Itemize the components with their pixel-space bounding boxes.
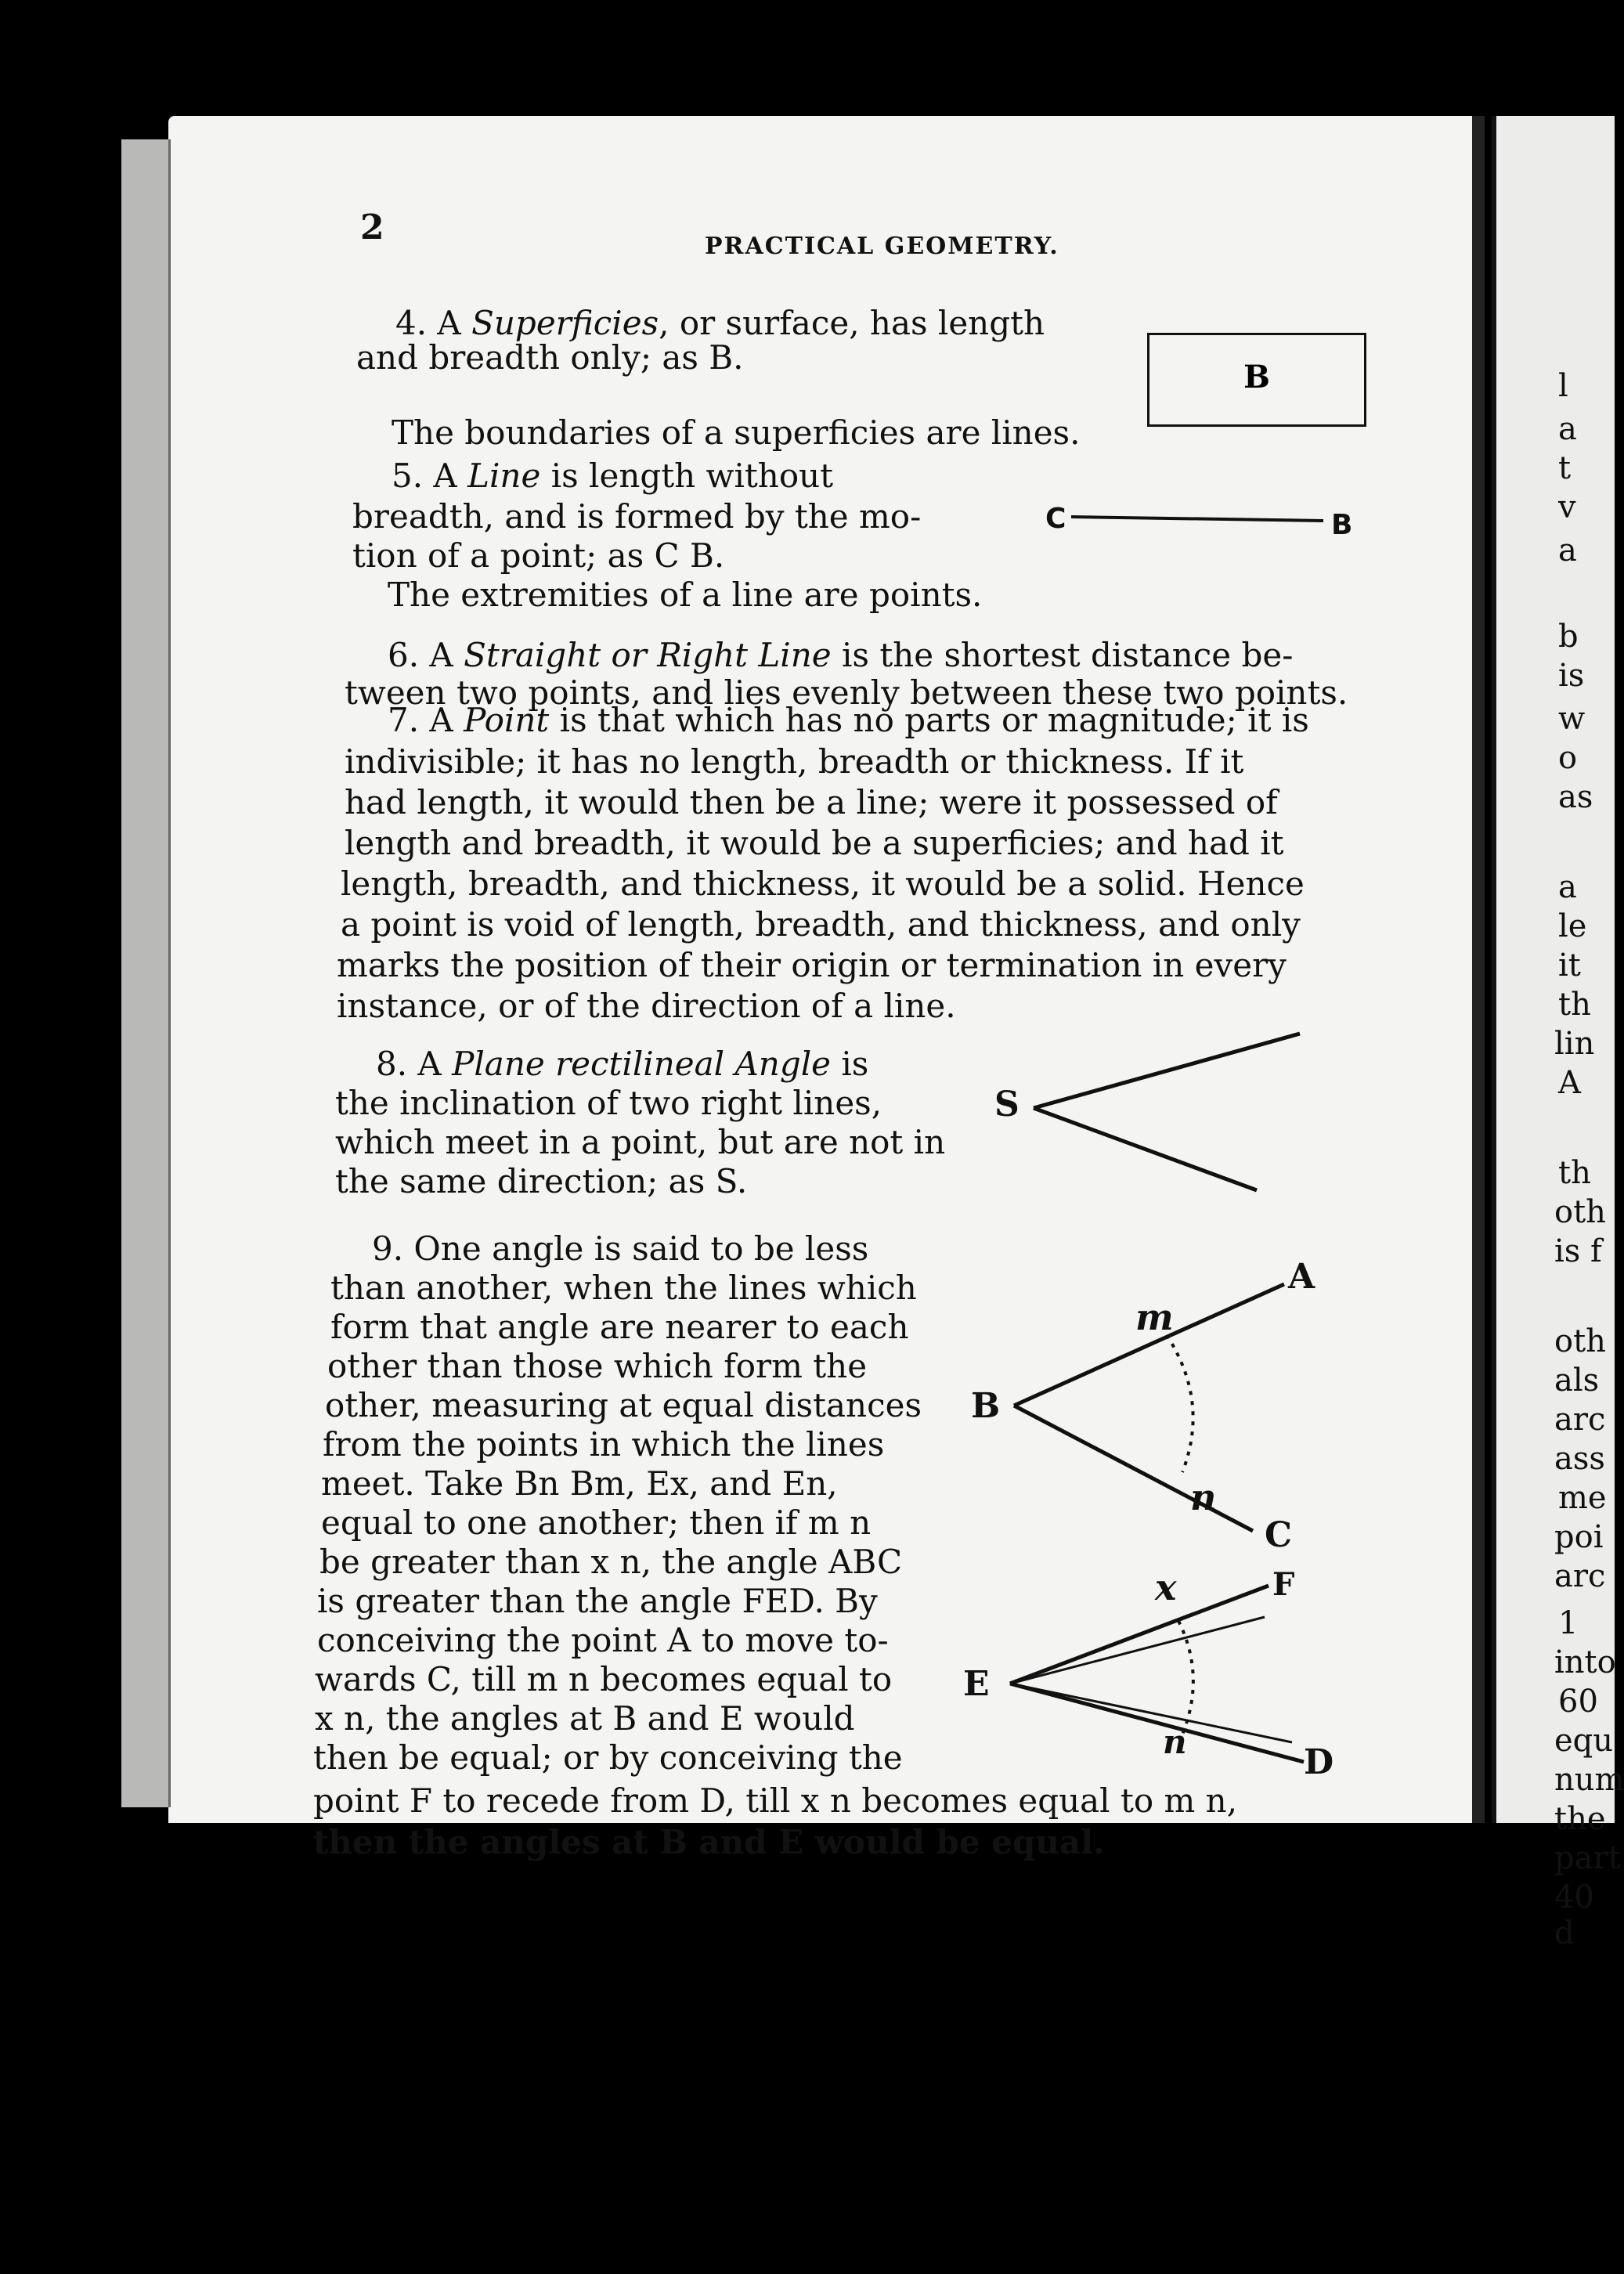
- para-7-line-4: length and breadth, it would be a superficies; and had it: [345, 824, 1284, 862]
- para-8-line-4: the same direction; as S.: [335, 1162, 748, 1200]
- para-9-line-1: 9. One angle is said to be less: [372, 1229, 869, 1268]
- para-4-line-2: and breadth only; as B.: [356, 338, 744, 377]
- para-5-line-4: The extremities of a line are points.: [388, 576, 983, 614]
- facing-page-fragment: ass: [1554, 1441, 1605, 1477]
- facing-page-fragment: th: [1558, 987, 1591, 1023]
- text-span: 4. A: [395, 304, 472, 342]
- text-span: is: [831, 1045, 869, 1083]
- para-9-line-2: than another, when the lines which: [330, 1269, 917, 1307]
- angle1-bottom-label: C: [1265, 1515, 1293, 1555]
- facing-page-fragment: is: [1558, 658, 1585, 694]
- para-9-line-4: other than those which form the: [327, 1347, 868, 1385]
- text-span: 6. A: [388, 636, 464, 674]
- para-9-line-13: x n, the angles at B and E would: [315, 1699, 855, 1738]
- facing-page-fragment: t: [1558, 450, 1572, 486]
- angle1-arc-top-label: m: [1135, 1296, 1174, 1338]
- facing-page-fragment: arc: [1554, 1558, 1606, 1594]
- angle2-arc-top-label: x: [1155, 1566, 1177, 1608]
- facing-page-fragment: as: [1558, 779, 1593, 815]
- para-9-line-7: meet. Take Bn Bm, Ex, and En,: [321, 1464, 838, 1503]
- arc-mn: [1167, 1335, 1193, 1472]
- facing-page-fragment: num: [1554, 1762, 1624, 1798]
- facing-page-fragment: w: [1558, 701, 1586, 737]
- facing-page-fragment: part: [1554, 1840, 1621, 1876]
- para-7-line-8: instance, or of the direction of a line.: [337, 987, 956, 1025]
- facing-page-fragment: arc: [1554, 1402, 1606, 1438]
- angle-b-lower-arm: [1014, 1406, 1253, 1531]
- facing-page-fragment: me: [1558, 1480, 1607, 1516]
- facing-page-fragment: poi: [1554, 1519, 1604, 1555]
- angle-e-upper-arm-double: [1010, 1617, 1265, 1684]
- angle-e-lower-arm: [1010, 1684, 1304, 1762]
- angle1-top-label: A: [1288, 1257, 1315, 1297]
- angle2-arc-bottom-label: n: [1163, 1723, 1187, 1761]
- para-9-line-3: form that angle are nearer to each: [330, 1308, 909, 1346]
- para-8-line-3: which meet in a point, but are not in: [335, 1123, 946, 1161]
- facing-page-fragment: a: [1558, 411, 1577, 447]
- text-span: is the shortest distance be-: [831, 636, 1294, 674]
- para-9-line-8: equal to one another; then if m n: [321, 1503, 872, 1542]
- facing-page-fragment: als: [1554, 1363, 1600, 1399]
- text-span: 5. A: [392, 457, 468, 495]
- facing-page-fragment: a: [1558, 532, 1577, 568]
- angle1-arc-bottom-label: n: [1190, 1476, 1217, 1518]
- para-8-line-2: the inclination of two right lines,: [335, 1084, 882, 1122]
- para-4-line-3: The boundaries of a superficies are lines.: [392, 413, 1081, 452]
- line-label-c: C: [1045, 503, 1066, 535]
- facing-page-fragment: a: [1558, 869, 1577, 905]
- para-9-line-9: be greater than x n, the angle ABC: [319, 1543, 903, 1581]
- angle2-bottom-label: D: [1304, 1742, 1334, 1782]
- term-line: Line: [467, 457, 541, 495]
- facing-page-fragment: 1: [1558, 1605, 1579, 1641]
- facing-page-fragment: 40 d: [1554, 1879, 1594, 1951]
- text-span: is that which has no parts or magnitude; it is: [549, 701, 1309, 739]
- facing-page-fragment: the: [1554, 1801, 1606, 1837]
- para-5-line-3: tion of a point; as C B.: [352, 536, 725, 575]
- term-plane-angle: Plane rectilineal Angle: [452, 1045, 832, 1083]
- para-5-line-2: breadth, and is formed by the mo-: [352, 497, 922, 536]
- angle-s-label: S: [994, 1085, 1020, 1124]
- facing-page-fragment: o: [1558, 740, 1578, 776]
- angle-e-lower-arm-double: [1010, 1684, 1292, 1742]
- para-9-line-11: conceiving the point A to move to-: [317, 1621, 889, 1659]
- text-span: , or surface, has length: [659, 304, 1045, 342]
- facing-page-fragment: lin: [1554, 1026, 1595, 1062]
- angle2-vertex-label: E: [963, 1664, 990, 1704]
- term-superficies: Superficies: [471, 304, 659, 342]
- para-9-line-16: then the angles at B and E would be equal.: [313, 1823, 1105, 1861]
- para-9-line-15: point F to recede from D, till x n becomes equal to m n,: [313, 1781, 1238, 1820]
- para-9-line-6: from the points in which the lines: [323, 1425, 885, 1464]
- facing-page-fragment: it: [1558, 948, 1581, 984]
- text-span: 7. A: [388, 701, 464, 739]
- para-9-line-12: wards C, till m n becomes equal to: [315, 1660, 893, 1698]
- facing-page-fragment: into: [1554, 1644, 1616, 1680]
- facing-page-fragment: v: [1558, 489, 1576, 525]
- surface-label: B: [1243, 359, 1270, 395]
- angle-s-upper-arm: [1034, 1034, 1300, 1108]
- para-7-line-5: length, breadth, and thickness, it would be a solid. Hence: [341, 864, 1305, 903]
- facing-page-fragment: equ: [1554, 1723, 1614, 1759]
- angle-s-lower-arm: [1034, 1108, 1257, 1190]
- para-7-line-3: had length, it would then be a line; were it possessed of: [345, 783, 1278, 821]
- para-7-line-6: a point is void of length, breadth, and thickness, and only: [341, 905, 1301, 944]
- term-point: Point: [464, 701, 550, 739]
- angle-e-upper-arm: [1010, 1586, 1269, 1684]
- para-9-line-5: other, measuring at equal distances: [325, 1386, 922, 1424]
- facing-page-fragment: oth: [1554, 1194, 1606, 1230]
- para-7-line-7: marks the position of their origin or termination in every: [337, 946, 1287, 984]
- facing-page-fragment: A: [1558, 1065, 1581, 1101]
- para-9-line-10: is greater than the angle FED. By: [317, 1582, 878, 1620]
- text-span: 8. A: [376, 1045, 453, 1083]
- para-6-line-2: tween two points, and lies evenly between these two points.: [345, 673, 1348, 712]
- angle2-top-label: F: [1272, 1566, 1295, 1603]
- facing-page-fragment: l: [1558, 368, 1568, 404]
- facing-page-fragment: is f: [1554, 1233, 1602, 1269]
- line-label-b: B: [1331, 509, 1353, 541]
- para-9-line-14: then be equal; or by conceiving the: [313, 1738, 903, 1777]
- facing-page-fragment: 60: [1558, 1684, 1598, 1720]
- facing-page-fragment: oth: [1554, 1323, 1606, 1359]
- facing-page-fragment: b: [1558, 619, 1579, 655]
- text-span: is length without: [540, 457, 834, 495]
- facing-page-fragment: th: [1558, 1155, 1591, 1191]
- running-title: PRACTICAL GEOMETRY.: [705, 233, 1059, 260]
- line-cb: [1071, 517, 1323, 521]
- angle1-vertex-label: B: [971, 1386, 1001, 1426]
- term-straight-line: Straight or Right Line: [464, 636, 832, 674]
- para-7-line-2: indivisible; it has no length, breadth or thickness. If it: [345, 742, 1244, 781]
- facing-page-fragment: le: [1558, 908, 1587, 944]
- page-number: 2: [360, 208, 384, 247]
